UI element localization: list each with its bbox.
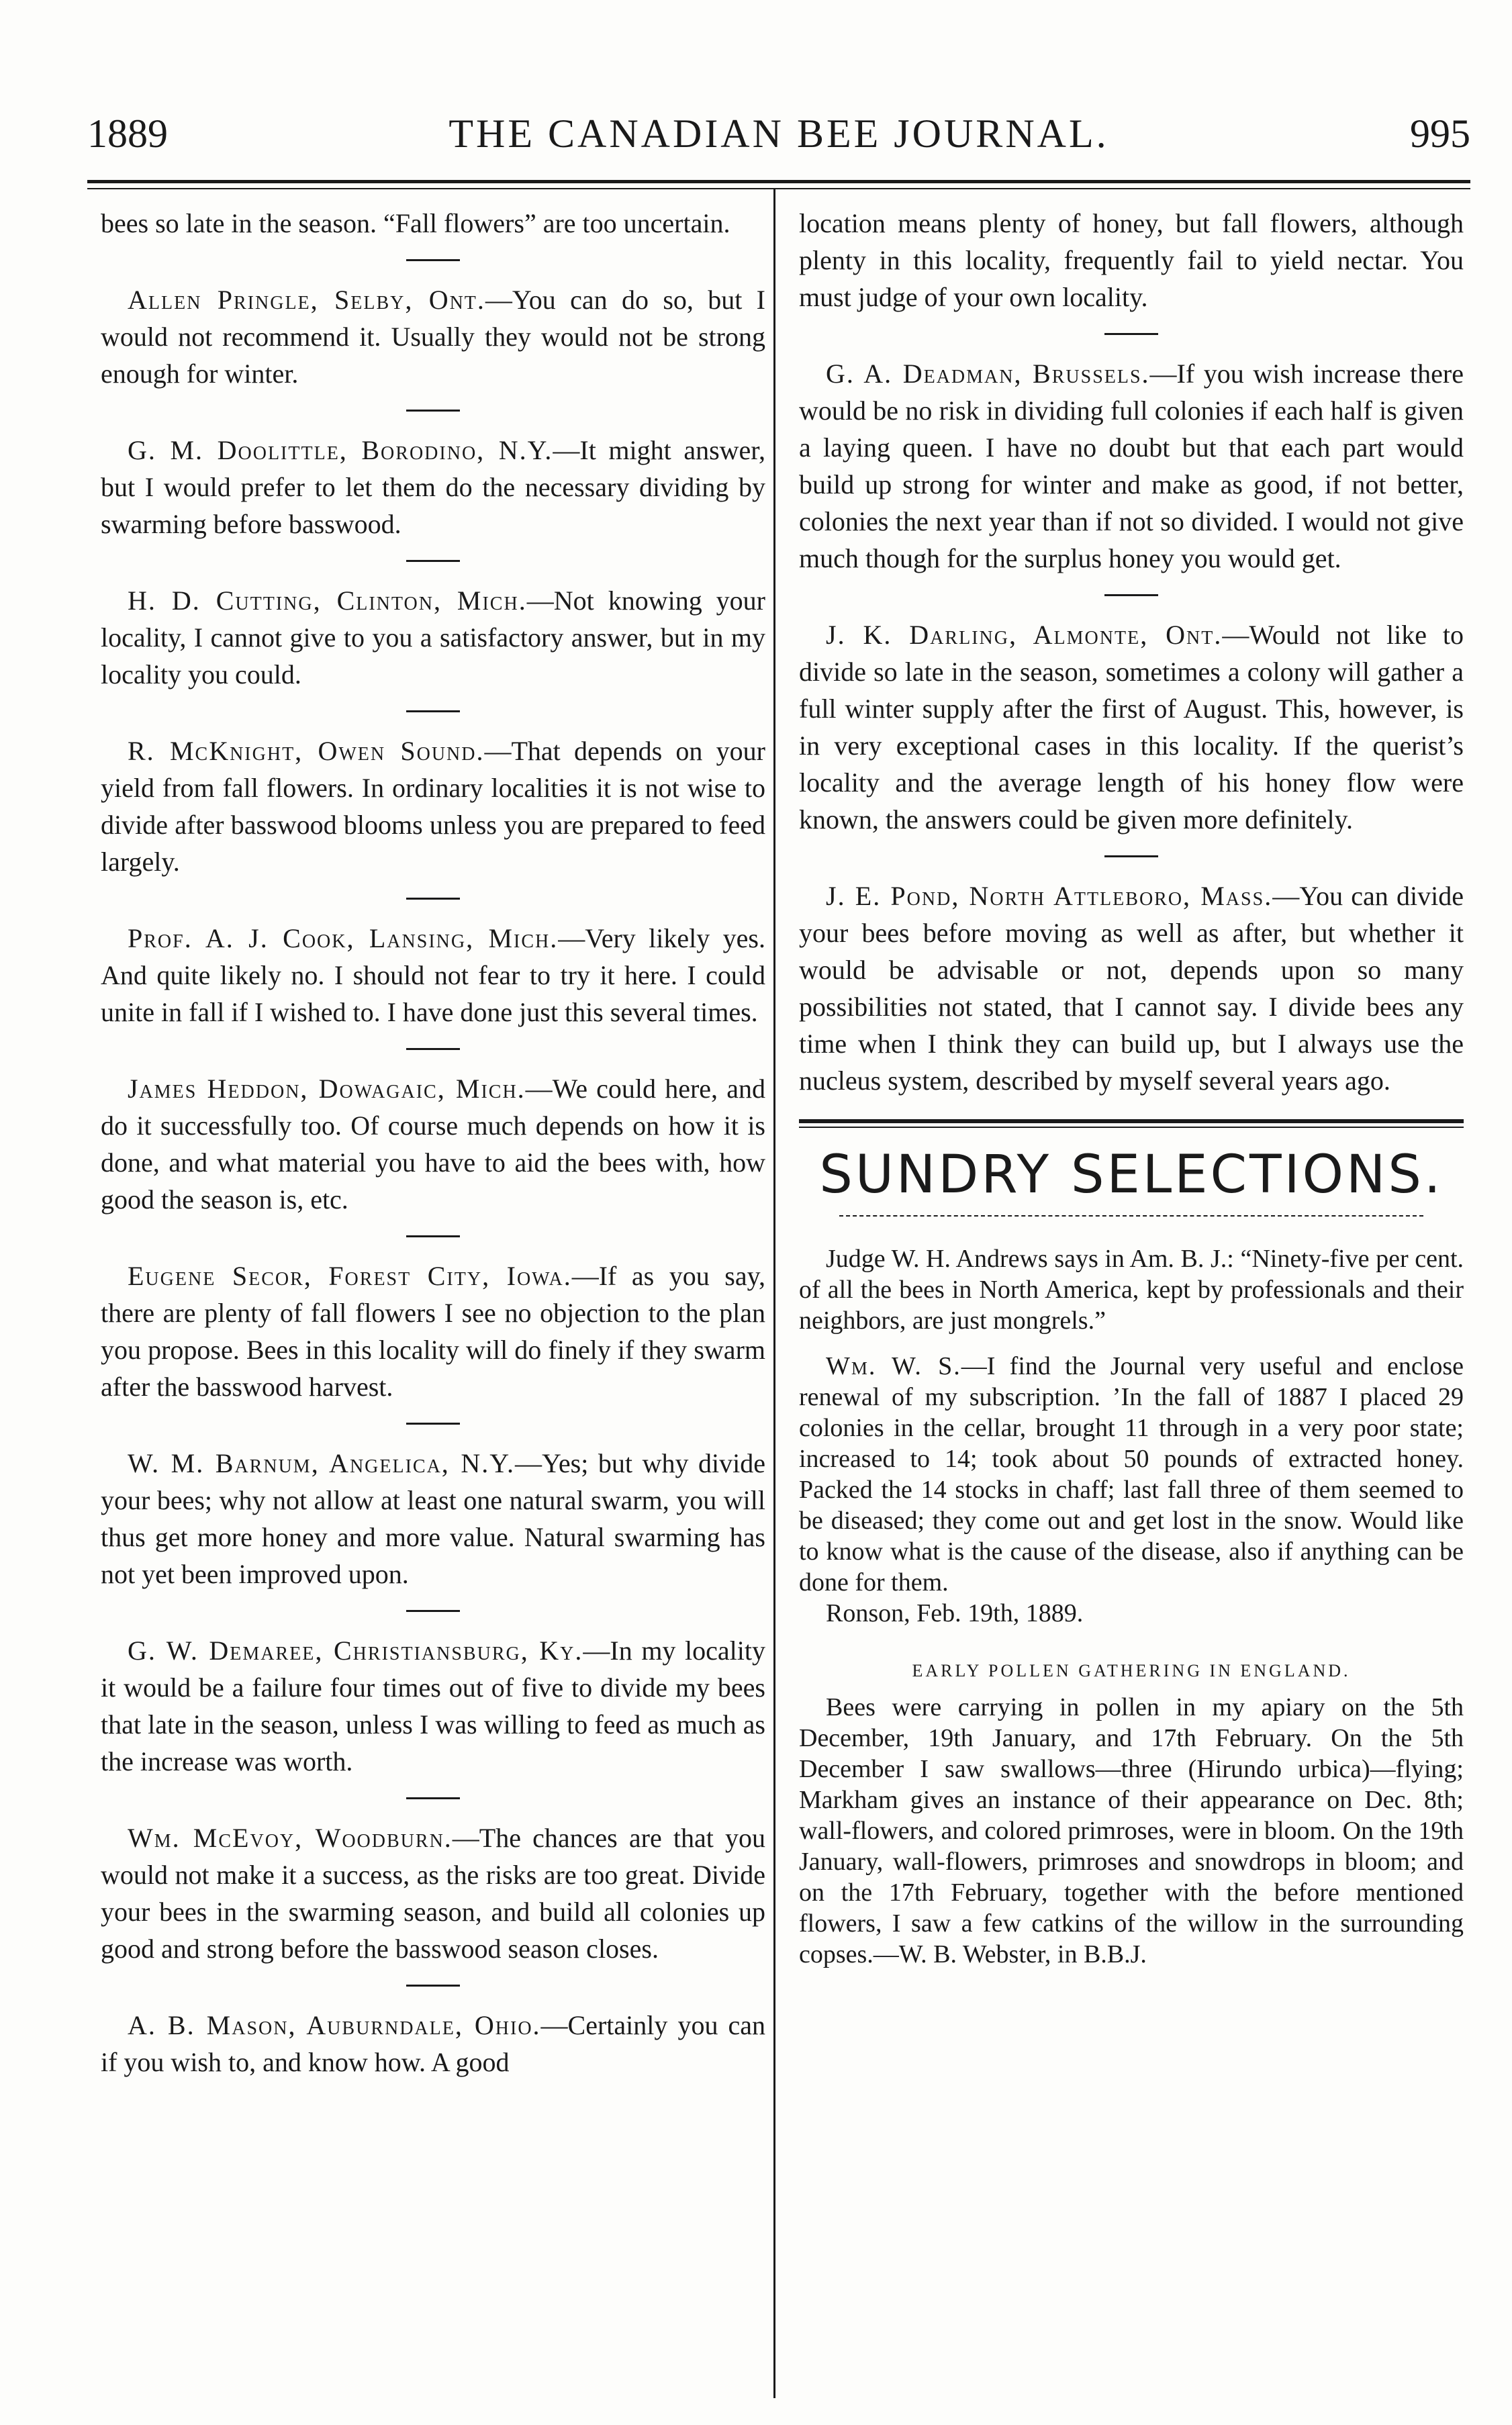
right-paragraph <box>799 355 1464 577</box>
separator <box>406 560 460 562</box>
correspondent-name: G. A. Deadman, Brussels. <box>826 359 1150 389</box>
paragraph-text: —You can divide your bees before moving as well as after, but whether it would be advisable or not, depends upon so many possibilities not stated, that I cannot say. I divide bees any time when I think they can build up, but I always use the nucleus system, described by myself several years ago. <box>799 881 1464 1096</box>
correspondent-name: Allen Pringle, Selby, Ont. <box>128 285 485 315</box>
paragraph-text: —If you wish increase there would be no risk in dividing full colonies if each half is given a laying queen. I have no doubt but that each part would build up strong for winter and make as good, if not better, colonies the next year than if not so divided. I would not give much though for the surplus honey you would get. <box>799 359 1464 573</box>
correspondent-name: Wm. W. S. <box>826 1352 961 1380</box>
section-heading: SUNDRY SELECTIONS. <box>819 1145 1444 1205</box>
left-paragraph <box>101 582 765 693</box>
paragraph-text: —That depends on your yield from fall flowers. In ordinary localities it is not wise to divide after basswood blooms unless you are prepared to feed largely. <box>101 736 765 877</box>
section-rule-dashed <box>839 1215 1423 1217</box>
section-rule-thin <box>799 1127 1464 1128</box>
header-page-number: 995 <box>1410 111 1470 156</box>
separator <box>406 1235 460 1237</box>
signature-line: Ronson, Feb. 19th, 1889. <box>826 1599 1084 1627</box>
paragraph-text: —Yes; but why divide your bees; why not allow at least one natural swarm, you will thus get more honey and more value. Natural swarming has not yet been improved upon. <box>101 1448 765 1589</box>
separator <box>406 259 460 261</box>
paragraph-text: location means plenty of honey, but fall flowers, although plenty in this locality, frequently fail to yield nectar. You must judge of your own locality. <box>799 208 1464 312</box>
left-paragraph <box>101 1257 765 1405</box>
header-rule-thick <box>87 180 1470 183</box>
left-paragraph <box>101 1070 765 1218</box>
separator <box>406 1610 460 1612</box>
paragraph-text: —In my locality it would be a failure four times out of five to divide my bees that late in the season, unless I was willing to feed as much as the increase was worth. <box>101 1635 765 1776</box>
right-column <box>799 205 1464 1970</box>
paragraph-text: —It might answer, but I would prefer to let them do the necessary dividing by swarming before basswood. <box>101 435 765 539</box>
separator <box>1104 855 1158 857</box>
correspondent-name: G. M. Doolittle, Borodino, N.Y. <box>128 435 553 465</box>
column-divider <box>773 189 775 2398</box>
subheading: EARLY POLLEN GATHERING IN ENGLAND. <box>912 1661 1351 1680</box>
left-paragraph <box>101 2007 765 2081</box>
header-year: 1889 <box>87 111 168 156</box>
paragraph-text: bees so late in the season. “Fall flowers” are too uncertain. <box>101 208 730 238</box>
correspondent-name: H. D. Cutting, Clinton, Mich. <box>128 585 527 616</box>
left-paragraph <box>101 432 765 542</box>
paragraph-text: —The chances are that you would not make it a success, as the risks are too great. Divide your bees in the swarming season, and build all colonies up good and strong before the basswood season closes. <box>101 1823 765 1964</box>
left-paragraph <box>101 1445 765 1592</box>
separator <box>406 710 460 712</box>
paragraph-text: —If as you say, there are plenty of fall flowers I see no objection to the plan you propose. Bees in this locality will do finely if they swarm after the basswood harvest. <box>101 1261 766 1402</box>
separator <box>406 1423 460 1425</box>
paragraph-text: —I find the Journal very useful and enclose renewal of my subscription. ’In the fall of 1887 I placed 29 colonies in the cellar, brought 11 through in a very poor state; increased to 14; took about 50 pounds of extracted honey. Packed the 14 stocks in chaff; last fall three of them seemed to be diseased; they come out and get lost in the snow. Would like to know what is the cause of the disease, also if anything can be done for them. <box>799 1352 1464 1597</box>
left-paragraph <box>101 205 765 242</box>
header-title: THE CANADIAN BEE JOURNAL. <box>448 111 1109 156</box>
correspondent-name: Wm. McEvoy, Woodburn. <box>128 1823 453 1853</box>
correspondent-name: A. B. Mason, Auburndale, Ohio. <box>128 2010 541 2040</box>
header-rule-thin <box>87 188 1470 189</box>
paragraph-text: —Would not like to divide so late in the season, sometimes a colony will gather a full winter supply after the first of August. This, however, is in very exceptional cases in this locality. If the querist’s locality and the average length of his honey flow were known, the answers could be given more definitely. <box>799 620 1464 835</box>
left-paragraph <box>101 920 765 1031</box>
correspondent-name: James Heddon, Dowagaic, Mich. <box>128 1074 526 1104</box>
correspondent-name: Eugene Secor, Forest City, Iowa. <box>128 1261 572 1291</box>
separator <box>1104 333 1158 335</box>
page-header <box>87 111 1470 171</box>
correspondent-name: R. McKnight, Owen Sound. <box>128 736 485 766</box>
paragraph-text: —Certainly you can if you wish to, and know how. A good <box>101 2010 765 2077</box>
sundry-paragraph: Bees were carrying in pollen in my apiary on the 5th December, 19th January, and 17th February. On the 5th December I saw swallows—three (Hirundo urbica)—flying; Markham gives an instance of their appearance on Dec. 8th; wall-flowers, and colored primroses, were in bloom. On the 19th January, wall-flowers, primroses and snowdrops in bloom; and on the 17th February, together with the before mentioned flowers, I saw a few catkins of the willow in the surrounding copses.—W. B. Webster, in B.B.J. <box>799 1693 1464 1968</box>
right-paragraph <box>799 877 1464 1099</box>
left-column <box>101 205 765 2081</box>
correspondent-name: J. K. Darling, Almonte, Ont. <box>826 620 1223 650</box>
separator <box>1104 594 1158 596</box>
correspondent-name: Prof. A. J. Cook, Lansing, Mich. <box>128 923 559 953</box>
left-paragraph <box>101 732 765 880</box>
correspondent-name: J. E. Pond, North Attleboro, Mass. <box>826 881 1273 911</box>
left-paragraph <box>101 1819 765 1967</box>
paragraph-text: —We could here, and do it successfully too. Of course much depends on how it is done, and what material you have to aid the bees with, how good the season is, etc. <box>101 1074 765 1215</box>
separator <box>406 1985 460 1987</box>
paragraph-text: —Very likely yes. And quite likely no. I should not fear to try it here. I could unite in fall if I wished to. I have done just this several times. <box>101 923 765 1027</box>
left-paragraph <box>101 281 765 392</box>
separator <box>406 410 460 412</box>
right-paragraph <box>799 205 1464 316</box>
paragraph-text: —You can do so, but I would not recommend it. Usually they would not be strong enough for winter. <box>101 285 766 389</box>
paragraph-text: —Not knowing your locality, I cannot give to you a satisfactory answer, but in my locality you could. <box>101 585 765 690</box>
sundry-selections <box>799 1243 1464 1970</box>
right-paragraph <box>799 616 1464 838</box>
correspondent-name: G. W. Demaree, Christiansburg, Ky. <box>128 1635 583 1666</box>
correspondent-name: W. M. Barnum, Angelica, N.Y. <box>128 1448 515 1478</box>
section-rule-thick <box>799 1119 1464 1123</box>
sundry-paragraph: Judge W. H. Andrews says in Am. B. J.: “Ninety-five per cent. of all the bees in North America, kept by professionals and their neighbors, are just mongrels.” <box>799 1245 1464 1335</box>
left-paragraph <box>101 1632 765 1780</box>
sundry-paragraph <box>799 1351 1464 1598</box>
separator <box>406 1048 460 1050</box>
separator <box>406 898 460 900</box>
separator <box>406 1797 460 1799</box>
